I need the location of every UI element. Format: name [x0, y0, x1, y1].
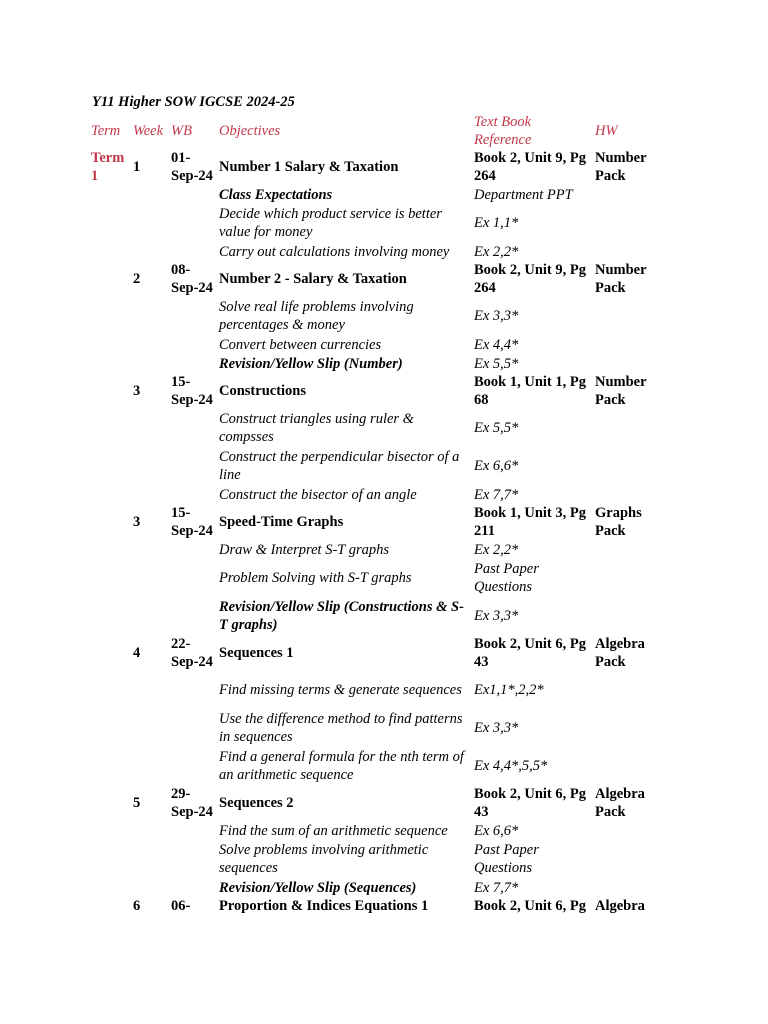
column-header-wb: WB	[171, 123, 192, 139]
hw-cell: Number Pack	[595, 374, 647, 408]
reference-cell: Ex 3,3*	[474, 608, 519, 624]
reference-cell: Book 1, Unit 3, Pg 211	[474, 505, 586, 539]
wb-cell: 15-Sep-24	[171, 505, 213, 539]
table-row	[89, 635, 657, 671]
table-row	[89, 821, 657, 840]
objective-cell: Solve problems involving arithmetic sequences	[219, 842, 429, 876]
hw-cell: Algebra	[595, 898, 645, 914]
reference-cell: Book 1, Unit 1, Pg 68	[474, 374, 586, 408]
objective-cell: Speed-Time Graphs	[219, 514, 344, 530]
objective-cell: Revision/Yellow Slip (Number)	[219, 355, 403, 372]
table-row	[89, 447, 657, 485]
table-row	[89, 540, 657, 559]
objective-cell: Number 2 - Salary & Taxation	[219, 271, 407, 287]
wb-cell: 01-Sep-24	[171, 150, 213, 184]
table-row	[89, 297, 657, 335]
week-cell: 2	[133, 271, 141, 287]
column-header-hw: HW	[595, 123, 618, 139]
objective-cell: Convert between currencies	[219, 336, 382, 353]
week-cell: 6	[133, 898, 141, 914]
week-cell: 1	[133, 159, 141, 175]
reference-cell: Book 2, Unit 6, Pg 43	[474, 636, 586, 670]
week-cell: 4	[133, 645, 141, 661]
reference-cell: Book 2, Unit 9, Pg 264	[474, 150, 586, 184]
table-row	[89, 785, 657, 821]
objective-cell: Proportion & Indices Equations 1	[219, 898, 429, 914]
table-row	[89, 709, 657, 747]
objective-cell: Draw & Interpret S-T graphs	[219, 541, 389, 558]
objective-cell: Construct the bisector of an angle	[219, 486, 417, 503]
wb-cell: 15-Sep-24	[171, 374, 213, 408]
objective-cell: Find a general formula for the nth term of an arithmetic sequence	[219, 749, 464, 783]
reference-cell: Ex 1,1*	[474, 215, 519, 231]
week-cell: 3	[133, 514, 141, 530]
objective-cell: Find missing terms & generate sequences	[219, 682, 462, 698]
reference-cell: Ex 6,6*	[474, 822, 519, 839]
week-cell: 5	[133, 795, 141, 811]
objective-cell: Problem Solving with S-T graphs	[219, 570, 412, 586]
hw-cell: Graphs Pack	[595, 505, 642, 539]
reference-cell: Ex 6,6*	[474, 458, 519, 474]
reference-cell: Department PPT	[474, 186, 573, 203]
table-row	[89, 373, 657, 409]
column-header-objectives: Objectives	[219, 123, 281, 139]
table-row	[89, 242, 657, 261]
table-row	[89, 747, 657, 785]
objective-cell: Class Expectations	[219, 186, 333, 203]
hw-cell: Number Pack	[595, 262, 647, 296]
objective-cell: Constructions	[219, 383, 307, 399]
column-header-term: Term	[91, 123, 121, 139]
objective-cell: Revision/Yellow Slip (Constructions & S-T graphs)	[219, 599, 464, 633]
reference-cell: Book 2, Unit 6, Pg 43	[474, 786, 586, 820]
reference-cell: Book 2, Unit 9, Pg 264	[474, 262, 586, 296]
reference-cell: Past Paper Questions	[474, 842, 539, 876]
table-row	[89, 597, 657, 635]
hw-cell: Number Pack	[595, 150, 647, 184]
objective-cell: Solve real life problems involving percentages & money	[219, 299, 414, 333]
table-row	[89, 840, 657, 878]
reference-cell: Book 2, Unit 6, Pg	[474, 898, 586, 914]
table-row	[89, 149, 657, 185]
wb-cell: 08-Sep-24	[171, 262, 213, 296]
table-row	[89, 185, 657, 204]
objective-cell: Use the difference method to find patterns in sequences	[219, 711, 463, 745]
column-header-week: Week	[133, 123, 164, 139]
column-header-reference: Text Book Reference	[474, 114, 532, 148]
wb-cell: 06-	[171, 898, 191, 914]
hw-cell: Algebra Pack	[595, 786, 645, 820]
table-row	[89, 409, 657, 447]
objective-cell: Carry out calculations involving money	[219, 243, 450, 260]
table-row	[89, 354, 657, 373]
reference-cell: Past Paper Questions	[474, 561, 539, 595]
document-title: Y11 Higher SOW IGCSE 2024-25	[92, 94, 295, 110]
table-row	[89, 485, 657, 504]
table-row	[89, 335, 657, 354]
table-row	[89, 504, 657, 540]
reference-cell: Ex 4,4*	[474, 336, 519, 353]
objective-cell: Construct the perpendicular bisector of a line	[219, 449, 460, 483]
hw-cell: Algebra Pack	[595, 636, 645, 670]
reference-cell: Ex 4,4*,5,5*	[474, 758, 548, 774]
reference-cell: Ex 5,5*	[474, 355, 519, 372]
reference-cell: Ex 3,3*	[474, 720, 519, 736]
reference-cell: Ex1,1*,2,2*	[474, 682, 544, 698]
table-row	[89, 878, 657, 897]
reference-cell: Ex 5,5*	[474, 420, 519, 436]
wb-cell: 29-Sep-24	[171, 786, 213, 820]
table-row	[89, 897, 657, 916]
reference-cell: Ex 7,7*	[474, 879, 519, 896]
objective-cell: Revision/Yellow Slip (Sequences)	[219, 879, 417, 896]
wb-cell: 22-Sep-24	[171, 636, 213, 670]
table-row	[89, 671, 657, 709]
table-row	[89, 559, 657, 597]
table-header-row	[89, 113, 657, 149]
objective-cell: Find the sum of an arithmetic sequence	[219, 822, 448, 839]
table-row	[89, 261, 657, 297]
week-cell: 3	[133, 383, 141, 399]
term-cell: Term 1	[91, 150, 125, 184]
table-row	[89, 204, 657, 242]
objective-cell: Sequences 1	[219, 645, 294, 661]
objective-cell: Number 1 Salary & Taxation	[219, 159, 399, 175]
reference-cell: Ex 2,2*	[474, 541, 519, 558]
objective-cell: Sequences 2	[219, 795, 294, 811]
reference-cell: Ex 7,7*	[474, 486, 519, 503]
objective-cell: Decide which product service is better value for money	[219, 206, 442, 240]
objective-cell: Construct triangles using ruler & compsses	[219, 411, 414, 445]
scheme-of-work-table	[89, 113, 657, 916]
reference-cell: Ex 3,3*	[474, 308, 519, 324]
reference-cell: Ex 2,2*	[474, 243, 519, 260]
